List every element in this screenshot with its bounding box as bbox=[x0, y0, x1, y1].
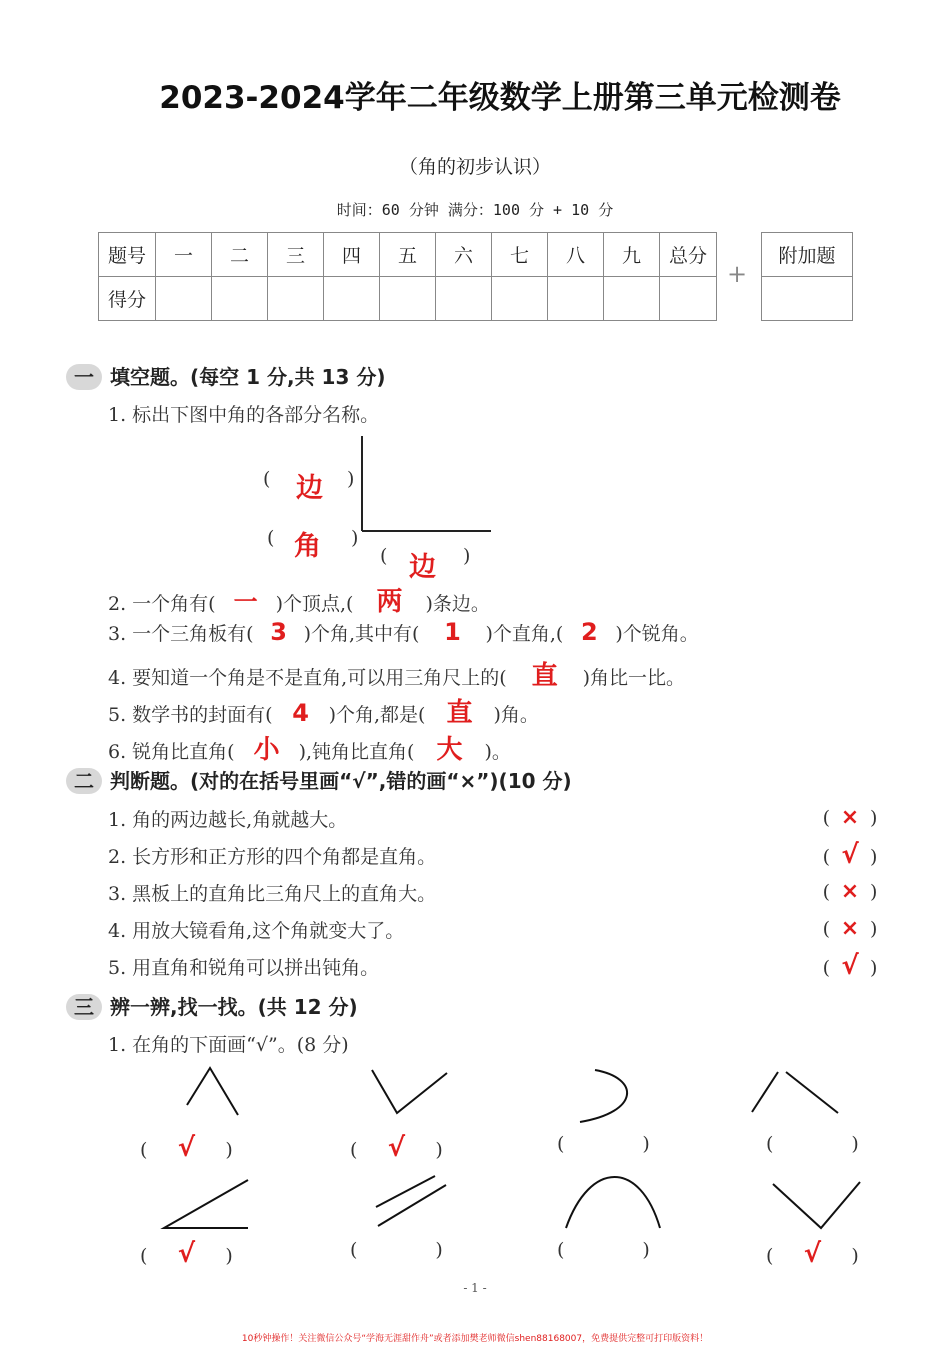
score-row bbox=[99, 277, 717, 321]
shape-angle-2 bbox=[372, 1070, 447, 1113]
q6-text-a: 6. 锐角比直角( bbox=[108, 741, 235, 763]
q2-answer-2: 两 bbox=[376, 587, 403, 617]
shape-angle-3 bbox=[164, 1180, 248, 1228]
score-header-cell: 总分 bbox=[660, 233, 717, 277]
score-header-cell: 七 bbox=[492, 233, 548, 277]
q5-answer-2: 直 bbox=[446, 698, 473, 728]
extra-score-cell[interactable] bbox=[762, 277, 853, 321]
footer-note: 10秒钟操作！关注微信公众号“学海无涯甜作舟”或者添加樊老师微信shen88168007，免费提供完整可打印版资料！ bbox=[241, 1334, 709, 1344]
shape-answer-box[interactable]: ( √ ) bbox=[140, 1239, 233, 1269]
score-cell[interactable] bbox=[212, 277, 268, 321]
label-edge-top: 边 bbox=[296, 473, 323, 504]
score-cell[interactable] bbox=[324, 277, 380, 321]
s1-q5 bbox=[108, 692, 539, 729]
q2-text-c: )条边。 bbox=[425, 593, 490, 615]
tf-mark: × bbox=[840, 916, 860, 941]
tf-mark: × bbox=[840, 879, 860, 904]
tf-mark: × bbox=[840, 805, 860, 830]
q5-text-a: 5. 数学书的封面有( bbox=[108, 704, 273, 726]
paren-open: ( bbox=[380, 545, 388, 567]
shape-parallel-a bbox=[376, 1176, 435, 1207]
page-title: 2023-2024学年二年级数学上册第三单元检测卷 bbox=[159, 80, 841, 116]
q4-text-b: )角比一比。 bbox=[582, 667, 686, 689]
section2-heading bbox=[66, 765, 572, 794]
shape-arc bbox=[566, 1177, 660, 1228]
tf-answer-box[interactable]: ( × ) bbox=[822, 916, 878, 941]
tf-item-text: 2. 长方形和正方形的四个角都是直角。 bbox=[108, 846, 437, 868]
paren-close: ) bbox=[463, 545, 471, 567]
score-header-cell: 四 bbox=[324, 233, 380, 277]
score-header-cell: 八 bbox=[548, 233, 604, 277]
extra-header-cell: 附加题 bbox=[762, 233, 853, 277]
paren-open: ( bbox=[263, 468, 271, 490]
s1-q4 bbox=[108, 655, 685, 692]
s1-q1-text: 1. 标出下图中角的各部分名称。 bbox=[108, 404, 380, 426]
shape-mark: √ bbox=[177, 1239, 196, 1269]
tf-item-text: 1. 角的两边越长,角就越大。 bbox=[108, 809, 348, 831]
shape-answer-box[interactable]: ( ) bbox=[557, 1133, 650, 1155]
section3-badge: 三 bbox=[66, 994, 102, 1020]
q6-answer-1: 小 bbox=[253, 735, 280, 765]
section2-heading-text: 判断题。(对的在括号里画“√”,错的画“×”)(10 分) bbox=[110, 769, 572, 793]
shape-answer-box[interactable]: ( ) bbox=[350, 1239, 443, 1261]
shape-angle-4 bbox=[773, 1182, 860, 1228]
s3-q1-text: 1. 在角的下面画“√”。(8 分) bbox=[108, 1034, 349, 1056]
score-cell[interactable] bbox=[268, 277, 324, 321]
score-table bbox=[98, 232, 717, 321]
shape-answer-box[interactable]: ( √ ) bbox=[350, 1133, 443, 1163]
paren-open: ( bbox=[267, 527, 275, 549]
section1-badge: 一 bbox=[66, 364, 102, 390]
tf-answer-box[interactable]: ( × ) bbox=[822, 879, 878, 904]
q2-text-b: )个顶点,( bbox=[275, 593, 354, 615]
q3-text-b: )个角,其中有( bbox=[303, 623, 420, 645]
section3-heading bbox=[66, 991, 358, 1020]
score-header-cell: 九 bbox=[604, 233, 660, 277]
time-info: 时间：60 分钟 满分：100 分 + 10 分 bbox=[336, 201, 614, 219]
score-header-cell: 五 bbox=[380, 233, 436, 277]
shape-mark: √ bbox=[803, 1239, 822, 1269]
score-header-row bbox=[99, 233, 717, 277]
shape-open-line-b bbox=[786, 1072, 838, 1113]
q3-text-c: )个直角,( bbox=[485, 623, 564, 645]
section1-heading bbox=[66, 361, 385, 390]
shape-parallel-b bbox=[378, 1185, 446, 1226]
tf-mark: √ bbox=[841, 840, 859, 870]
score-header-cell: 题号 bbox=[99, 233, 156, 277]
tf-answer-box[interactable]: ( × ) bbox=[822, 805, 878, 830]
shape-answer-box[interactable]: ( √ ) bbox=[140, 1133, 233, 1163]
s1-q3 bbox=[108, 618, 699, 646]
score-cell[interactable] bbox=[492, 277, 548, 321]
page-number: - 1 - bbox=[463, 1281, 487, 1295]
tf-answer-box[interactable]: ( √ ) bbox=[822, 951, 878, 981]
extra-score-table bbox=[761, 232, 853, 321]
score-header-cell: 二 bbox=[212, 233, 268, 277]
score-header-cell: 三 bbox=[268, 233, 324, 277]
label-edge-bottom: 边 bbox=[409, 552, 436, 583]
shape-mark: √ bbox=[177, 1133, 196, 1163]
shape-curve-1 bbox=[580, 1070, 627, 1122]
q3-text-a: 3. 一个三角板有( bbox=[108, 623, 254, 645]
tf-mark: √ bbox=[841, 951, 859, 981]
q5-text-b: )个角,都是( bbox=[328, 704, 426, 726]
shape-answer-box[interactable]: ( ) bbox=[557, 1239, 650, 1261]
score-cell[interactable] bbox=[380, 277, 436, 321]
paren-close: ) bbox=[351, 527, 359, 549]
plus-sign: + bbox=[727, 260, 748, 288]
q2-text-a: 2. 一个角有( bbox=[108, 593, 216, 615]
tf-item-text: 5. 用直角和锐角可以拼出钝角。 bbox=[108, 957, 380, 979]
score-cell[interactable] bbox=[660, 277, 717, 321]
q3-answer-3: 2 bbox=[580, 618, 598, 646]
section1-heading-text: 填空题。(每空 1 分,共 13 分) bbox=[110, 365, 386, 389]
q4-answer-1: 直 bbox=[531, 661, 558, 691]
shape-mark: √ bbox=[387, 1133, 406, 1163]
q3-answer-1: 3 bbox=[270, 618, 287, 646]
score-header-cell: 六 bbox=[436, 233, 492, 277]
shape-answer-box[interactable]: ( √ ) bbox=[766, 1239, 859, 1269]
q6-text-b: ),钝角比直角( bbox=[298, 741, 415, 763]
q5-answer-1: 4 bbox=[292, 699, 309, 727]
shape-open-line-a bbox=[752, 1072, 778, 1112]
tf-item-text: 4. 用放大镜看角,这个角就变大了。 bbox=[108, 920, 405, 942]
q5-text-c: )角。 bbox=[493, 704, 539, 726]
q3-text-d: )个锐角。 bbox=[615, 623, 699, 645]
tf-answer-box[interactable]: ( √ ) bbox=[822, 840, 878, 870]
score-cell[interactable] bbox=[548, 277, 604, 321]
score-cell[interactable] bbox=[156, 277, 212, 321]
q6-text-c: )。 bbox=[484, 741, 511, 763]
section3-heading-text: 辨一辨,找一找。(共 12 分) bbox=[110, 995, 358, 1019]
s1-q6 bbox=[108, 729, 511, 766]
s1-q2 bbox=[108, 581, 490, 618]
score-header-cell: 一 bbox=[156, 233, 212, 277]
tf-item-text: 3. 黑板上的直角比三角尺上的直角大。 bbox=[108, 883, 437, 905]
paren-close: ) bbox=[347, 468, 355, 490]
page-subtitle: （角的初步认识） bbox=[398, 156, 551, 178]
q4-text-a: 4. 要知道一个角是不是直角,可以用三角尺上的( bbox=[108, 667, 507, 689]
shape-angle-1 bbox=[187, 1068, 238, 1115]
score-cell[interactable] bbox=[436, 277, 492, 321]
shape-answer-box[interactable]: ( ) bbox=[766, 1133, 859, 1155]
section2-badge: 二 bbox=[66, 768, 102, 794]
q2-answer-1: 一 bbox=[233, 588, 258, 616]
score-cell[interactable] bbox=[604, 277, 660, 321]
q3-answer-2: 1 bbox=[444, 618, 461, 646]
label-angle: 角 bbox=[294, 531, 321, 562]
q6-answer-2: 大 bbox=[436, 735, 463, 765]
score-row-label: 得分 bbox=[99, 277, 156, 321]
